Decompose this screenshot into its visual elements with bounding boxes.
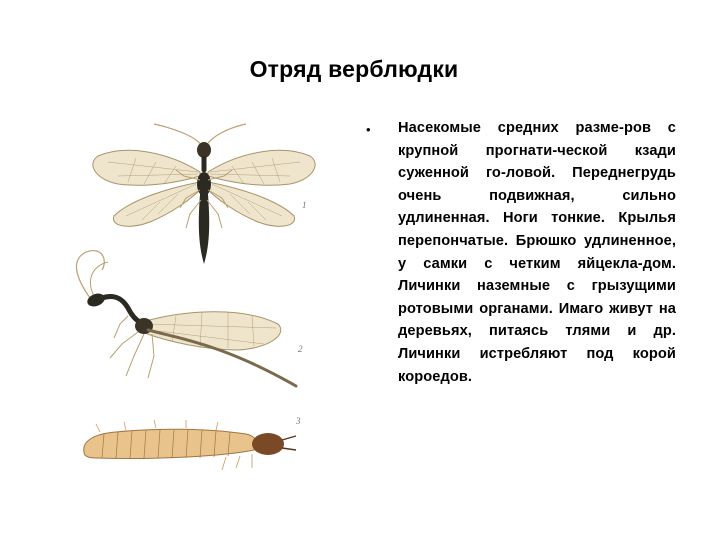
slide-title bbox=[0, 56, 720, 83]
snakefly-larva bbox=[84, 416, 301, 470]
figure-label-3: 3 bbox=[296, 416, 301, 426]
snakefly-illustration bbox=[56, 110, 318, 500]
snakefly-adult-dorsal bbox=[93, 124, 315, 264]
figure-label-1: 1 bbox=[302, 200, 307, 210]
body-paragraph: Насекомые средних разме-ров с крупной прогнати-ческой кзади суженной го-ловой. Переднегрудь очень подвижная, сильно удлиненная. Ноги тонкие. Крылья перепончатые. Брюшко удлиненное, у самки с четким яйцекла-дом. Личинки наземные с грызущими ротовыми органами. Имаго живут на деревьях, питаясь тлями и др. Личинки истребляют под корой короедов. bbox=[398, 120, 676, 385]
figure-label-2: 2 bbox=[298, 344, 303, 354]
bullet-marker: • bbox=[366, 122, 371, 137]
slide-title-text: Отряд верблюдки bbox=[249, 56, 459, 82]
snakefly-adult-side bbox=[76, 251, 303, 386]
